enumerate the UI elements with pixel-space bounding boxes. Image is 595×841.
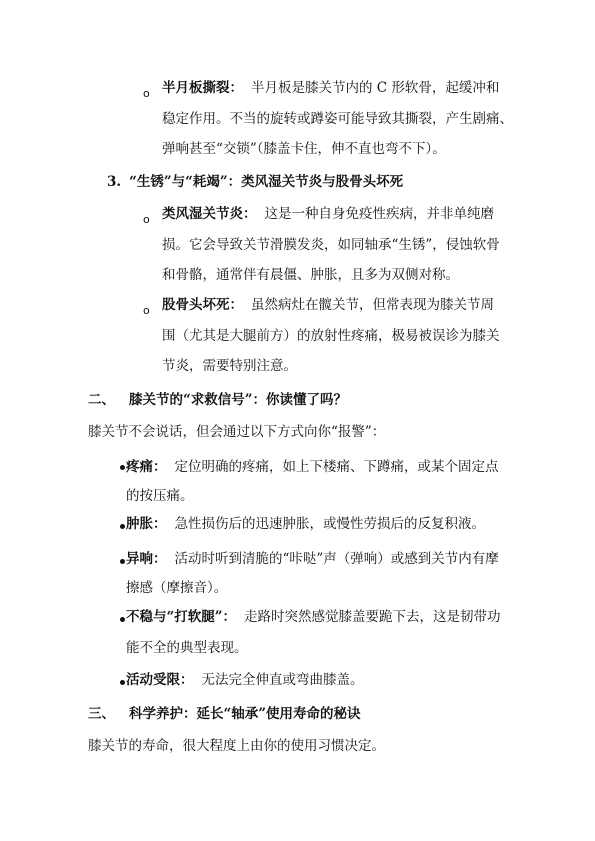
list-item-title: 肿胀： (126, 516, 167, 532)
list-item-text: 和骨骼，通常伴有晨僵、肿胀，且多为双侧对称。 (162, 267, 459, 283)
list-item-first-line (162, 208, 494, 222)
list-item-text: 无法完全伸直或弯曲膝盖。 (201, 672, 364, 688)
numbered-heading (107, 176, 403, 190)
paragraph: 膝关节不会说话，但会通过以下方式向你“报警”： (88, 424, 386, 440)
list-item-title: 疼痛： (126, 459, 167, 475)
list-item-text: 定位明确的疼痛，如上下楼痛、下蹲痛，或某个固定点 (174, 459, 499, 475)
paragraph: 膝关节的寿命，很大程度上由你的使用习惯决定。 (88, 738, 385, 754)
list-item-text: 稳定作用。不当的旋转或蹲姿可能导致其撕裂，产生剧痛、 (162, 111, 513, 127)
list-item-title: 异响： (126, 551, 167, 567)
list-item-text: 急性损伤后的迅速肿胀，或慢性劳损后的反复积液。 (174, 516, 485, 532)
list-item-text: 活动时听到清脆的“咔哒”声（弹响）或感到关节内有摩 (174, 551, 499, 567)
sub-bullet-icon: o (143, 304, 150, 317)
section-title: 科学养护：延长“轴承”使用寿命的秘诀 (129, 706, 361, 722)
list-item-text: 擦感（摩擦音）。 (126, 580, 228, 596)
bullet-icon (120, 465, 125, 470)
bullet-icon (120, 559, 125, 564)
sub-bullet-icon: o (143, 213, 150, 226)
list-item-text: 围（尤其是大腿前方）的放射性疼痛，极易被误诊为膝关 (162, 328, 500, 344)
section-title: 膝关节的“求救信号”：你读懂了吗？ (129, 392, 348, 408)
list-item-title: 股骨头坏死： (162, 297, 243, 313)
bullet-icon (120, 680, 125, 685)
item-number: 3. (107, 174, 122, 190)
list-item-first-line (126, 611, 501, 625)
list-item-title: 不稳与“打软腿”： (126, 609, 237, 625)
list-item-text: 能不全的典型表现。 (126, 640, 248, 656)
list-item-first-line (162, 299, 494, 313)
list-item-text: 节炎，需要特别注意。 (162, 358, 297, 374)
list-item-title: 活动受限： (126, 672, 194, 688)
list-item-first-line (126, 674, 364, 688)
section-heading (88, 708, 361, 722)
list-item-first-line (126, 461, 499, 475)
list-item-text: 的按压痛。 (126, 488, 194, 504)
list-item-title: 半月板撕裂： (162, 80, 243, 96)
list-item-text: 这是一种自身免疫性疾病，并非单纯磨 (264, 206, 494, 222)
section-number: 三、 (88, 706, 115, 722)
bullet-icon (120, 524, 125, 529)
sub-bullet-icon: o (143, 87, 150, 100)
list-item-text: 虽然病灶在髋关节，但常表现为膝关节周 (251, 297, 494, 313)
list-item-title: 类风湿关节炎： (162, 206, 257, 222)
bullet-icon (120, 617, 125, 622)
section-heading (88, 394, 347, 408)
item-heading: “生锈”与“耗竭”：类风湿关节炎与股骨头坏死 (129, 174, 404, 190)
list-item-text: 弹响甚至“交锁”（膝盖卡住，伸不直也弯不下）。 (162, 141, 446, 157)
list-item-text: 半月板是膝关节内的 C 形软骨，起缓冲和 (251, 80, 500, 96)
list-item-first-line (126, 553, 499, 567)
list-item-text: 走路时突然感觉膝盖要跪下去，这是韧带功 (244, 609, 501, 625)
section-number: 二、 (88, 392, 115, 408)
list-item-first-line (126, 518, 485, 532)
list-item-text: 损。它会导致关节滑膜发炎，如同轴承“生锈”，侵蚀软骨 (162, 237, 500, 253)
list-item-first-line (162, 82, 499, 96)
